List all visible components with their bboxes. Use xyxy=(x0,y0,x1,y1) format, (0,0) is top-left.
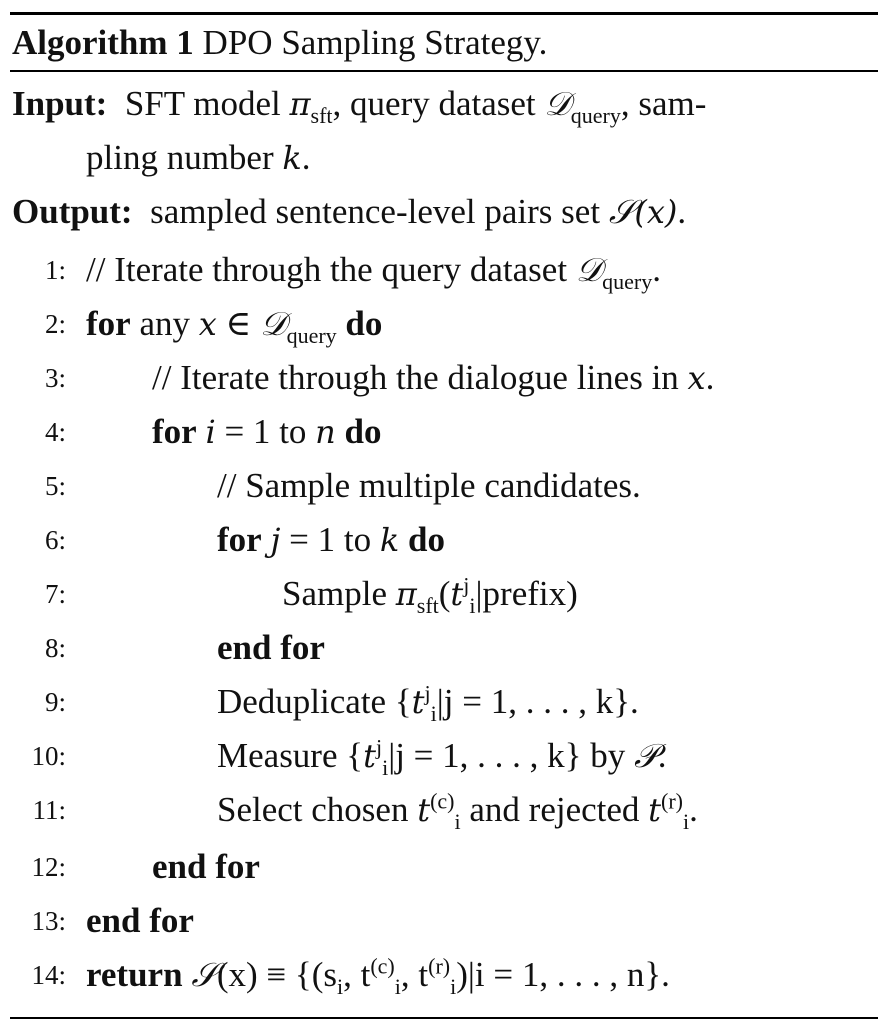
line-code xyxy=(217,459,641,513)
set-argument: (x) xyxy=(634,193,678,231)
k-variable: k xyxy=(282,139,302,177)
input-line xyxy=(12,80,706,128)
set-symbol: 𝒮 xyxy=(608,192,635,231)
equals-one: = 1 xyxy=(215,412,280,451)
line-text: Sample xyxy=(282,574,396,613)
algorithm-caption xyxy=(12,18,547,68)
line-number: 14: xyxy=(31,960,66,990)
keyword-do: do xyxy=(345,304,383,343)
caption-rule xyxy=(10,70,878,72)
line-rest: |j = 1, . . . , k}. xyxy=(436,682,639,721)
line-rest: )|i = 1, . . . , n}. xyxy=(456,955,670,994)
pi-subscript: sft xyxy=(310,103,333,128)
line-code xyxy=(217,783,698,837)
open-brace: { xyxy=(394,682,412,721)
line-code xyxy=(152,840,260,894)
comma-t: , t xyxy=(400,955,429,994)
dataset-symbol: 𝒟 xyxy=(575,250,603,289)
x-variable: x xyxy=(198,305,217,343)
line-text: Deduplicate xyxy=(217,682,395,721)
keyword-do: do xyxy=(344,412,382,451)
i-variable: i xyxy=(205,413,216,451)
pi-subscript: sft xyxy=(416,593,439,618)
dataset-subscript: query xyxy=(286,323,337,348)
chosen-superscript: (c) xyxy=(370,953,395,979)
line-number: 5: xyxy=(44,471,66,501)
line-code xyxy=(217,621,325,675)
line-code xyxy=(217,675,639,729)
line-code xyxy=(86,894,194,948)
keyword-return: return xyxy=(86,955,183,994)
t-subscript: i xyxy=(454,809,461,834)
set-definition: (x) ≡ {(s xyxy=(216,955,337,994)
line-code xyxy=(152,351,714,405)
t-superscript: j xyxy=(463,572,470,598)
n-variable: n xyxy=(315,413,336,451)
t-variable: t xyxy=(363,737,376,775)
line-code xyxy=(217,729,667,783)
t-subscript: i xyxy=(382,755,389,780)
line-number: 4: xyxy=(44,417,66,447)
t-subscript: i xyxy=(450,974,457,999)
line-number: 8: xyxy=(44,633,66,663)
equals-one: = 1 xyxy=(280,520,344,559)
input-text-1: SFT model xyxy=(124,84,290,123)
keyword-do: do xyxy=(408,520,445,559)
rejected-superscript: (r) xyxy=(661,788,683,814)
line-number: 11: xyxy=(32,795,66,825)
top-rule xyxy=(10,12,878,15)
line-number: 6: xyxy=(44,525,66,555)
input-label: Input: xyxy=(12,84,108,123)
line-mid: and rejected xyxy=(460,790,649,829)
t-variable: t xyxy=(450,575,464,613)
line-number: 7: xyxy=(44,579,66,609)
comment-text: // Iterate through the dialogue lines in xyxy=(152,358,688,397)
input-cont-text: pling number xyxy=(86,138,283,177)
line-number: 12: xyxy=(31,852,66,882)
input-text-3: , sam- xyxy=(620,84,707,123)
t-superscript: j xyxy=(424,680,431,706)
line-end: . xyxy=(652,250,661,289)
input-text-2: , query dataset xyxy=(332,84,545,123)
line-code xyxy=(86,297,382,351)
pi-symbol: π xyxy=(289,85,311,123)
open-brace: { xyxy=(346,736,364,775)
keyword-end-for: end for xyxy=(217,628,325,667)
to-word: to xyxy=(279,412,307,451)
chosen-superscript: (c) xyxy=(430,788,455,814)
s-subscript: i xyxy=(336,974,344,999)
output-line xyxy=(12,188,686,236)
line-number: 13: xyxy=(31,906,66,936)
t-subscript: i xyxy=(430,701,437,726)
comma-t: , t xyxy=(343,955,371,994)
pi-symbol: π xyxy=(395,575,417,613)
output-text: sampled sentence-level pairs set xyxy=(150,192,609,231)
line-text: Measure xyxy=(217,736,347,775)
x-variable: x xyxy=(687,359,706,397)
k-variable: k xyxy=(379,521,400,559)
t-superscript: j xyxy=(375,734,383,760)
measure-symbol: 𝒫 xyxy=(633,736,658,775)
algorithm-label: Algorithm 1 xyxy=(12,23,194,62)
line-rest: |prefix) xyxy=(475,574,578,613)
bottom-rule xyxy=(10,1017,878,1019)
line-number: 1: xyxy=(44,255,66,285)
line-number: 10: xyxy=(31,741,66,771)
to-word: to xyxy=(343,520,372,559)
line-number: 2: xyxy=(44,309,66,339)
line-code xyxy=(152,405,382,459)
t-variable: t xyxy=(411,683,425,721)
input-cont-end: . xyxy=(301,138,311,177)
output-end: . xyxy=(677,192,687,231)
t-subscript: i xyxy=(394,974,401,999)
t-variable: t xyxy=(648,791,662,829)
comment-text: // Iterate through the query dataset xyxy=(86,250,576,289)
line-number: 3: xyxy=(44,363,66,393)
line-text: any xyxy=(130,304,199,343)
element-of-symbol: ∈ xyxy=(216,304,261,343)
line-code xyxy=(282,567,578,621)
input-continuation xyxy=(86,134,311,182)
line-end: . xyxy=(689,790,698,829)
t-subscript: i xyxy=(683,809,690,834)
line-text: Select chosen xyxy=(217,790,418,829)
keyword-for: for xyxy=(217,520,262,559)
rejected-superscript: (r) xyxy=(428,953,451,979)
dataset-symbol: 𝒟 xyxy=(544,84,571,123)
line-rest: |j = 1, . . . , k} by xyxy=(388,736,634,775)
algorithm-title: DPO Sampling Strategy. xyxy=(202,23,548,62)
keyword-end-for: end for xyxy=(152,847,260,886)
line-number: 9: xyxy=(44,687,66,717)
t-subscript: i xyxy=(469,593,476,618)
dataset-subscript: query xyxy=(602,269,653,294)
keyword-end-for: end for xyxy=(86,901,194,940)
line-code xyxy=(86,948,670,1002)
output-label: Output: xyxy=(12,192,133,231)
comment-text: // Sample multiple candidates. xyxy=(217,466,641,505)
keyword-for: for xyxy=(152,412,197,451)
t-variable: t xyxy=(417,791,431,829)
set-symbol: 𝒮 xyxy=(191,955,217,994)
dataset-subscript: query xyxy=(570,103,621,128)
keyword-for: for xyxy=(86,304,131,343)
dataset-symbol: 𝒟 xyxy=(260,304,287,343)
open-paren: ( xyxy=(438,574,451,613)
line-end: . xyxy=(657,736,667,775)
j-variable: j xyxy=(270,521,281,559)
line-code xyxy=(86,243,661,297)
line-end: . xyxy=(705,358,715,397)
line-code xyxy=(217,513,445,567)
